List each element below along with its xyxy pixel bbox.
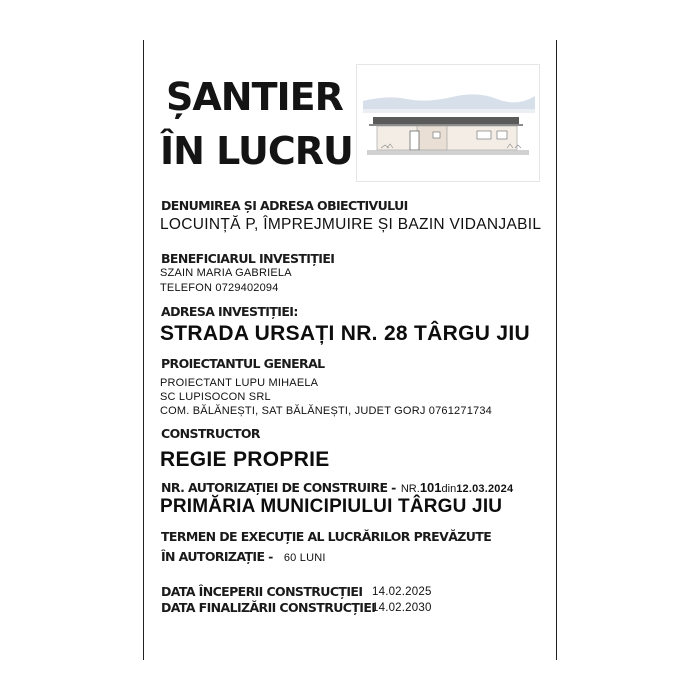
authorization-issuer: PRIMĂRIA MUNICIPIULUI TÂRGU JIU: [160, 496, 503, 517]
term-label-line-1: TERMEN DE EXECUȚIE AL LUCRĂRILOR PREVĂZUTE: [161, 529, 492, 544]
authorization-date: 12.03.2024: [456, 483, 514, 495]
authorization-row: [161, 477, 513, 496]
address-label: ADRESA INVESTIȚIEI:: [161, 304, 298, 319]
address-value: STRADA URSAȚI NR. 28 TÂRGU JIU: [160, 322, 530, 345]
authorization-label: NR. AUTORIZAȚIEI DE CONSTRUIRE -: [161, 480, 396, 495]
term-value: 60 LUNI: [283, 552, 326, 564]
authorization-din: din: [441, 483, 457, 495]
beneficiary-phone: TELEFON 0729402094: [160, 282, 279, 294]
constructor-value: REGIE PROPRIE: [160, 448, 330, 471]
construction-site-panel: [143, 40, 557, 660]
designer-line-3: COM. BĂLĂNEȘTI, SAT BĂLĂNEȘTI, JUDET GORJ 0761271734: [160, 405, 492, 417]
term-row: [161, 546, 326, 565]
designer-line-1: PROIECTANT LUPU MIHAELA: [160, 377, 319, 389]
designer-label: PROIECTANTUL GENERAL: [161, 356, 325, 371]
authorization-nr-prefix: NR.: [400, 483, 420, 495]
end-date-value: 14.02.2030: [372, 602, 432, 614]
constructor-label: CONSTRUCTOR: [161, 426, 260, 441]
start-date-label: DATA ÎNCEPERII CONSTRUCȚIEI: [161, 584, 363, 599]
title-line-2: ÎN LUCRU: [160, 129, 353, 173]
designer-line-2: SC LUPISOCON SRL: [160, 391, 271, 403]
objective-value: LOCUINȚĂ P, ÎMPREJMUIRE ȘI BAZIN VIDANJABIL: [160, 216, 542, 233]
term-label-line-2: ÎN AUTORIZAȚIE -: [161, 549, 273, 564]
house-elevation-drawing-icon: [356, 64, 540, 182]
beneficiary-name: SZAIN MARIA GABRIELA: [160, 267, 292, 279]
title-line-1: ȘANTIER: [166, 75, 343, 119]
objective-label: DENUMIREA ȘI ADRESA OBIECTIVULUI: [161, 198, 408, 213]
end-date-label: DATA FINALIZĂRII CONSTRUCȚIEI: [161, 600, 376, 615]
authorization-number: 101: [419, 480, 442, 495]
beneficiary-label: BENEFICIARUL INVESTIȚIEI: [161, 251, 335, 266]
start-date-value: 14.02.2025: [372, 586, 432, 598]
